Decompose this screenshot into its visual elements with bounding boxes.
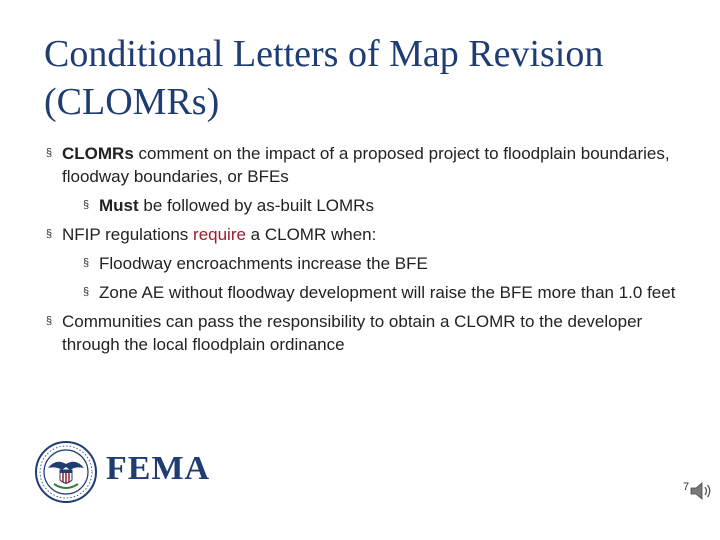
page-number: 7 xyxy=(683,481,690,493)
bullet-marker: § xyxy=(83,286,90,298)
bullet-marker: § xyxy=(46,228,53,240)
bullet-text: Zone AE without floodway development will raise the BFE more than 1.0 feet xyxy=(99,283,676,302)
bullet-text-pre: NFIP regulations xyxy=(62,225,194,244)
bullet-marker: § xyxy=(83,257,90,269)
bullet-text-post: a CLOMR when: xyxy=(245,225,377,244)
bullet-text: Communities can pass the responsibility to obtain a CLOMR to the developer through the local floodplain ordinance xyxy=(62,312,643,354)
bullet-marker: § xyxy=(83,199,90,211)
bullet-strong-term: Must xyxy=(99,196,139,215)
bullet-text: Floodway encroachments increase the BFE xyxy=(99,254,428,273)
title-line-2: (CLOMRs) xyxy=(44,81,220,123)
bullet-communities xyxy=(44,310,684,356)
bullet-list xyxy=(44,142,684,362)
bullet-marker: § xyxy=(46,147,53,159)
bullet-nfip-requirement xyxy=(44,223,684,246)
dhs-seal-icon xyxy=(34,440,98,504)
bullet-text: comment on the impact of a proposed project to floodplain boundaries, floodway boundaries, or BFEs xyxy=(62,144,670,186)
subbullet-floodway-encroachment xyxy=(44,252,684,275)
fema-logo xyxy=(34,440,214,506)
bullet-strong-term: CLOMRs xyxy=(62,144,134,163)
bullet-text: be followed by as-built LOMRs xyxy=(138,196,374,215)
subbullet-as-built xyxy=(44,194,684,217)
bullet-highlight: require xyxy=(193,225,246,244)
fema-wordmark: FEMA xyxy=(106,450,211,487)
speaker-icon[interactable] xyxy=(688,478,714,504)
bullet-marker: § xyxy=(46,315,53,327)
bullet-clomrs-definition xyxy=(44,142,684,188)
title-line-1: Conditional Letters of Map Revision xyxy=(44,33,604,75)
slide-title xyxy=(44,30,694,126)
subbullet-zone-ae xyxy=(44,281,684,304)
